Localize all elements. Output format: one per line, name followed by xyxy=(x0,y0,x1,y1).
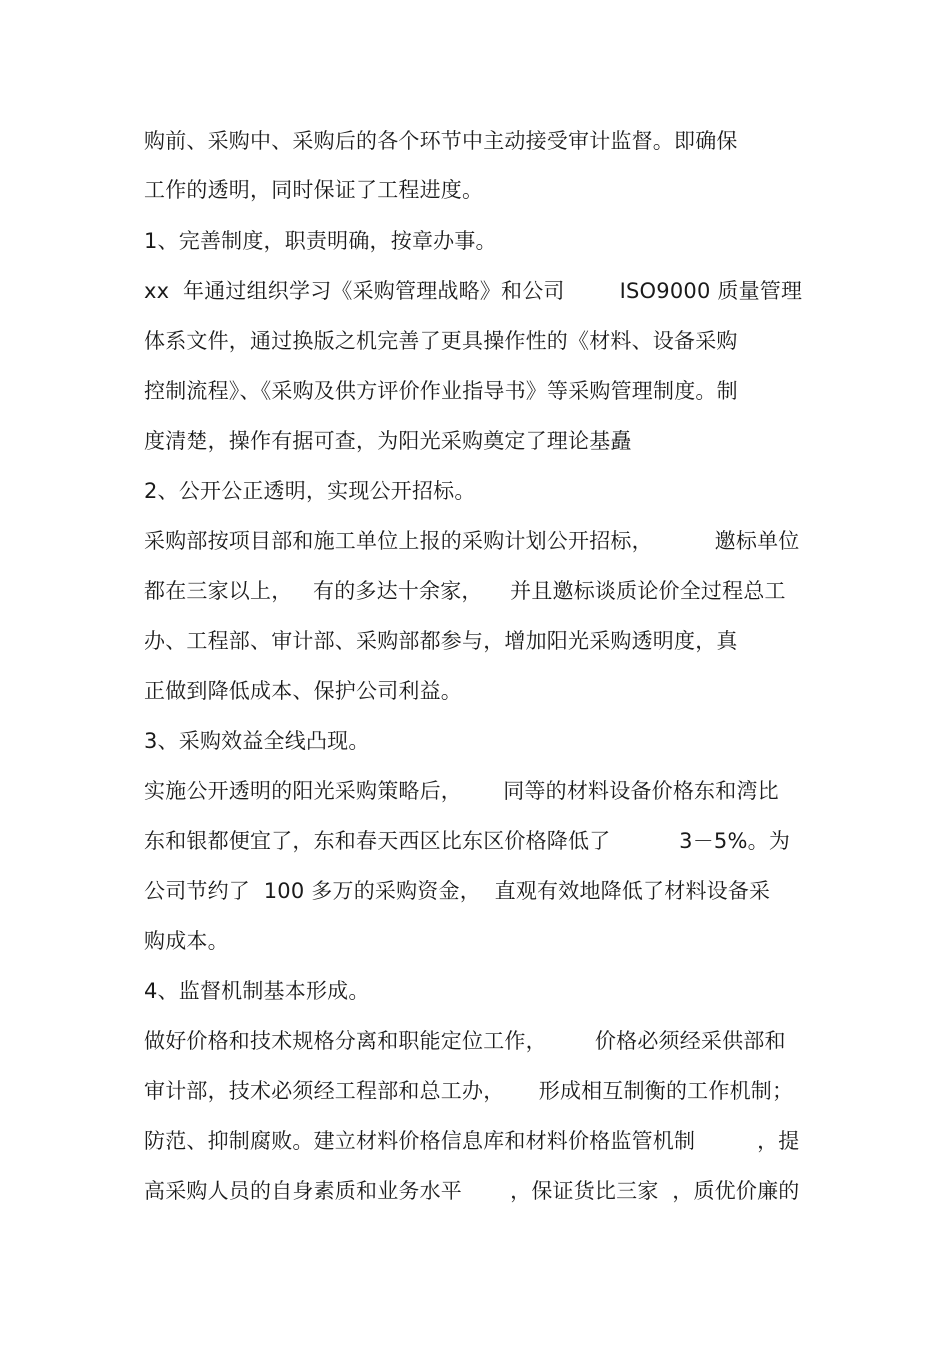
text-line: 都在三家以上， 有的多达十余家， 并且邀标谈质论价全过程总工 xyxy=(144,579,786,603)
section-heading-2: 2、公开公正透明，实现公开招标。 xyxy=(144,479,476,503)
text-line: 采购部按项目部和施工单位上报的采购计划公开招标， 邀标单位 xyxy=(144,529,800,553)
text-line: 体系文件，通过换版之机完善了更具操作性的《材料、设备采购 xyxy=(144,329,738,353)
text-line: 东和银都便宜了，东和春天西区比东区价格降低了 3－5%。为 xyxy=(144,829,791,853)
text-line: xx 年通过组织学习《采购管理战略》和公司 ISO9000 质量管理 xyxy=(144,279,803,303)
text-line: 高采购人员的自身素质和业务水平 ，保证货比三家 ，质优价廉的 xyxy=(144,1179,800,1203)
text-line: 做好价格和技术规格分离和职能定位工作， 价格必须经采供部和 xyxy=(144,1029,786,1053)
text-line: 实施公开透明的阳光采购策略后， 同等的材料设备价格东和湾比 xyxy=(144,779,779,803)
text-line: 正做到降低成本、保护公司利益。 xyxy=(144,679,462,703)
text-line: 公司节约了 100 多万的采购资金， 直观有效地降低了材料设备采 xyxy=(144,879,771,903)
text-line: 购成本。 xyxy=(144,929,229,953)
text-line: 防范、抑制腐败。建立材料价格信息库和材料价格监管机制 ，提 xyxy=(144,1129,800,1153)
section-heading-3: 3、采购效益全线凸现。 xyxy=(144,729,370,753)
section-heading-4: 4、监督机制基本形成。 xyxy=(144,979,370,1003)
text-line: 控制流程》、《采购及供方评价作业指导书》等采购管理制度。制 xyxy=(144,379,738,403)
section-heading-1: 1、完善制度，职责明确，按章办事。 xyxy=(144,229,497,253)
text-line: 度清楚，操作有据可查，为阳光采购奠定了理论基矗 xyxy=(144,429,632,453)
text-line: 工作的透明，同时保证了工程进度。 xyxy=(144,178,484,202)
text-line: 审计部，技术必须经工程部和总工办， 形成相互制衡的工作机制； xyxy=(144,1079,794,1103)
text-line: 购前、采购中、采购后的各个环节中主动接受审计监督。即确保 xyxy=(144,129,738,153)
text-line: 办、工程部、审计部、采购部都参与，增加阳光采购透明度，真 xyxy=(144,629,738,653)
